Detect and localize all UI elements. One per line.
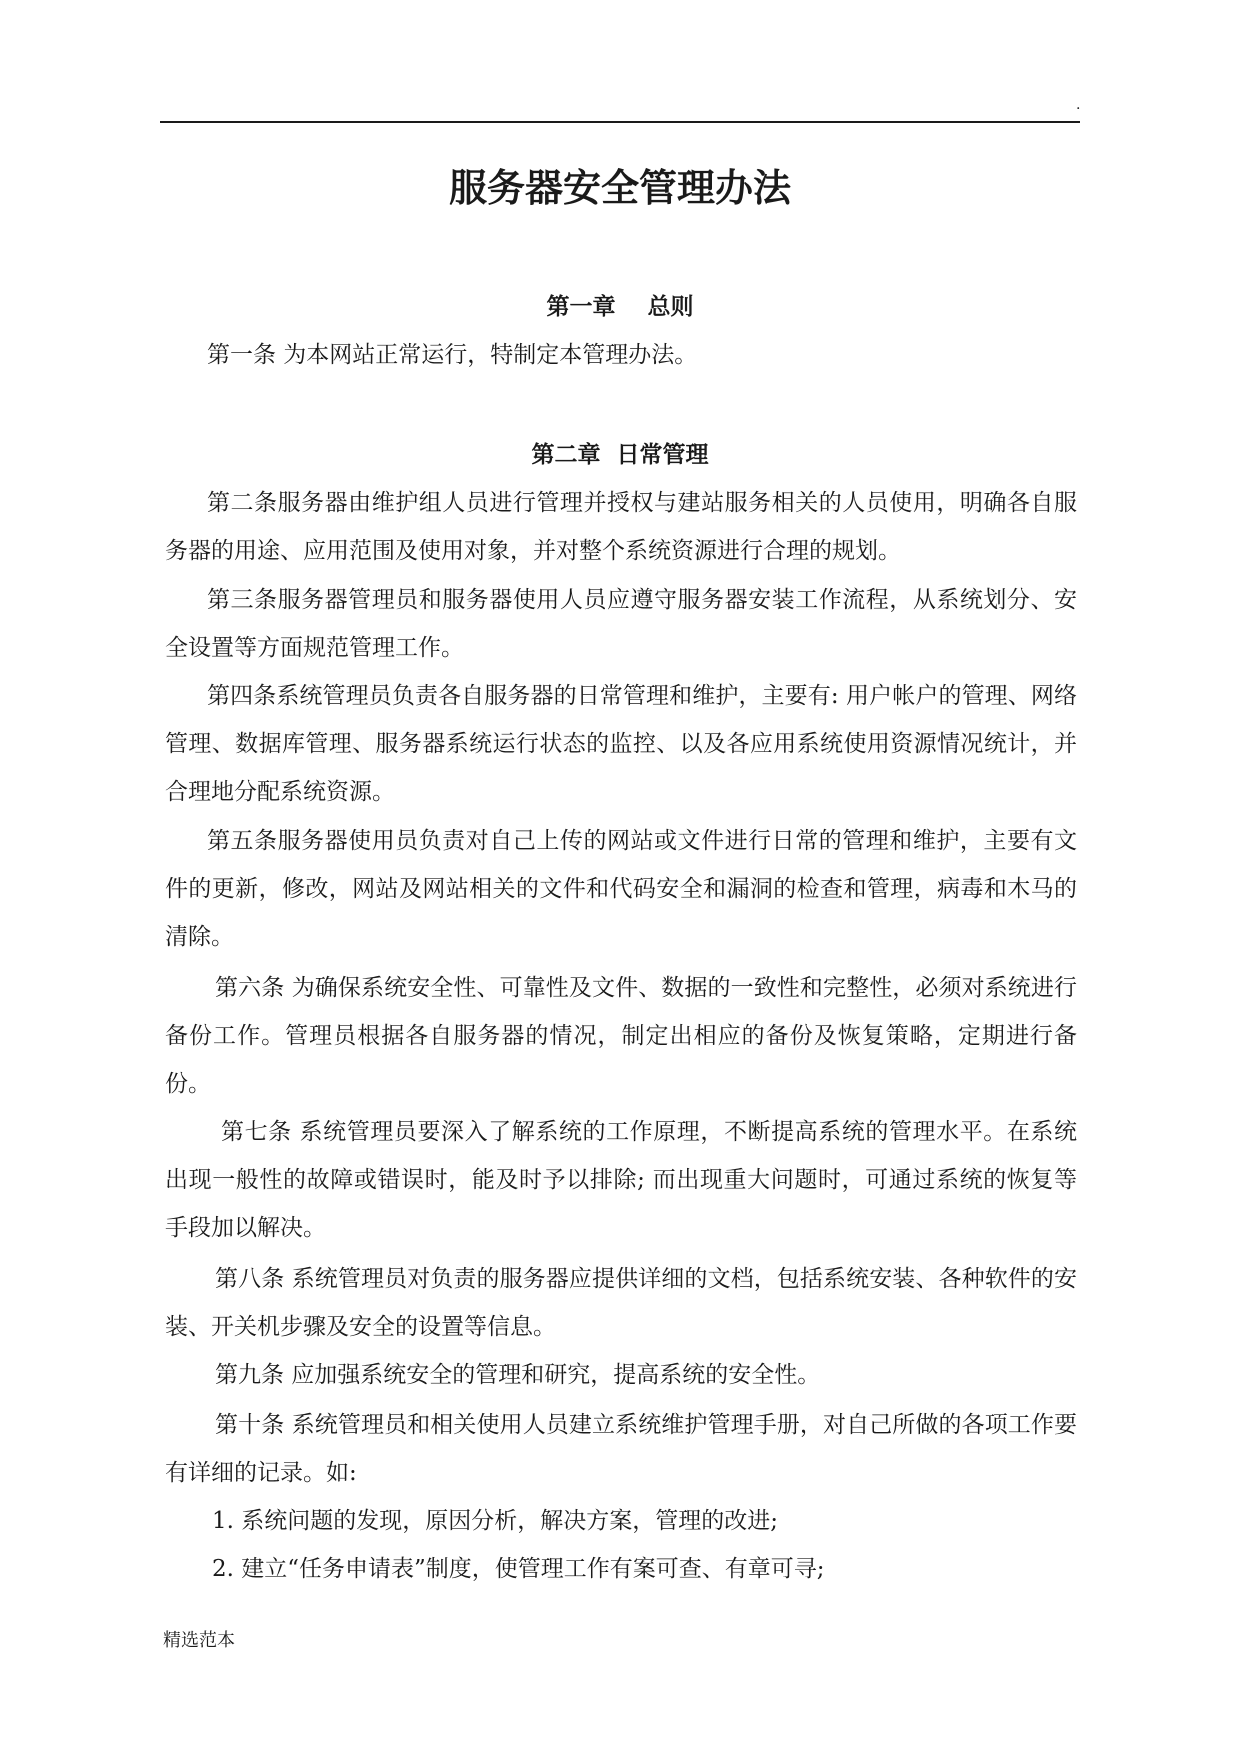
- list-item: 2. 建立“任务申请表”制度，使管理工作有案可查、有章可寻;: [212, 1556, 825, 1582]
- article-7: 第七条 系统管理员要深入了解系统的工作原理，不断提高系统的管理水平。在系统出现一般性的故障或错误时，能及时予以排除; 而出现重大问题时，可通过系统的恢复等手段加以解决。: [165, 1119, 1077, 1241]
- article-3: 第三条服务器管理员和服务器使用人员应遵守服务器安装工作流程，从系统划分、安全设置等方面规范管理工作。: [165, 587, 1077, 661]
- article-4: 第四条系统管理员负责各自服务器的日常管理和维护，主要有: 用户帐户的管理、网络管理、数据库管理、服务器系统运行状态的监控、以及各应用系统使用资源情况统计，并合理地分配系统资源。: [165, 683, 1077, 805]
- article-8: 第八条 系统管理员对负责的服务器应提供详细的文档，包括系统安装、各种软件的安装、开关机步骤及安全的设置等信息。: [165, 1266, 1077, 1340]
- list-item: 1. 系统问题的发现，原因分析，解决方案，管理的改进;: [212, 1508, 779, 1534]
- article-5: 第五条服务器使用员负责对自己上传的网站或文件进行日常的管理和维护，主要有文件的更新，修改，网站及网站相关的文件和代码安全和漏洞的检查和管理，病毒和木马的清除。: [165, 828, 1077, 950]
- article-6: 第六条 为确保系统安全性、可靠性及文件、数据的一致性和完整性，必须对系统进行备份工作。管理员根据各自服务器的情况，制定出相应的备份及恢复策略，定期进行备份。: [165, 975, 1077, 1097]
- article-10: 第十条 系统管理员和相关使用人员建立系统维护管理手册，对自己所做的各项工作要有详细的记录。如:: [165, 1412, 1077, 1486]
- document-title: 服务器安全管理办法: [448, 166, 791, 210]
- article-1: 第一条 为本网站正常运行，特制定本管理办法。: [207, 342, 698, 368]
- article-9: 第九条 应加强系统安全的管理和研究，提高系统的安全性。: [215, 1362, 821, 1388]
- chapter-2-heading: 第二章 日常管理: [531, 442, 709, 468]
- chapter-1-heading: 第一章 总则: [546, 294, 694, 320]
- footer-label: 精选范本: [163, 1630, 235, 1651]
- header-rule: [160, 121, 1080, 123]
- article-2: 第二条服务器由维护组人员进行管理并授权与建站服务相关的人员使用，明确各自服务器的用途、应用范围及使用对象，并对整个系统资源进行合理的规划。: [165, 490, 1077, 564]
- header-mark: .: [1076, 97, 1081, 113]
